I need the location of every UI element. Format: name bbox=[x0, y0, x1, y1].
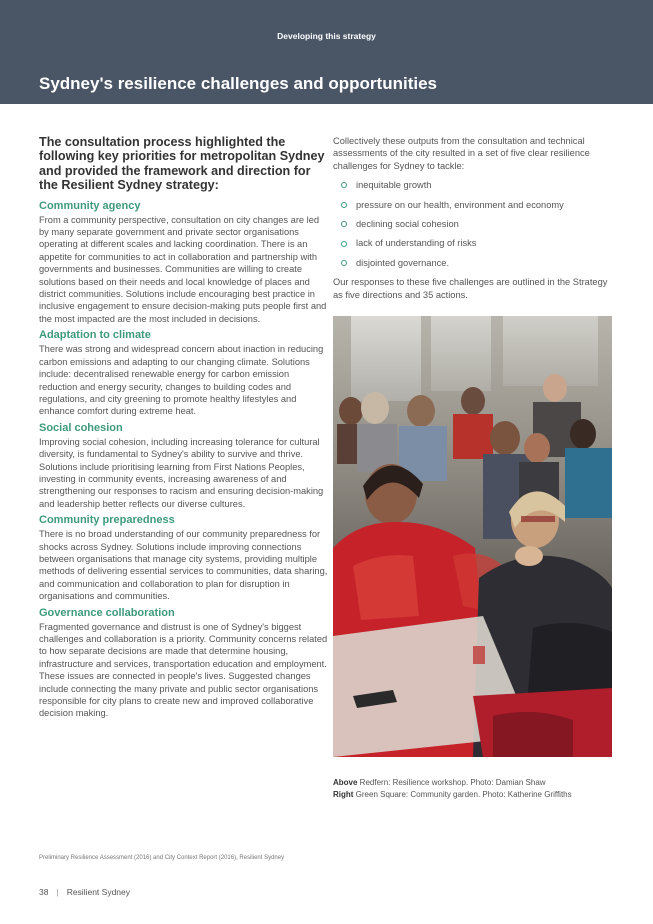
left-column bbox=[39, 135, 329, 723]
workshop-photo-illustration bbox=[333, 316, 612, 757]
challenge-text: lack of understanding of risks bbox=[356, 238, 477, 249]
section-heading-social-cohesion: Social cohesion bbox=[39, 421, 123, 434]
page-title: Sydney's resilience challenges and opportunities bbox=[39, 74, 437, 93]
challenge-text: disjointed governance. bbox=[356, 257, 450, 268]
caption-right-text: Green Square: Community garden. Photo: Katherine Griffiths bbox=[353, 790, 572, 799]
bullet-icon bbox=[341, 241, 347, 247]
list-item bbox=[341, 257, 615, 269]
photo-caption bbox=[333, 777, 615, 801]
challenge-text: inequitable growth bbox=[356, 180, 432, 191]
bullet-icon bbox=[341, 182, 347, 188]
intro-paragraph: The consultation process highlighted the following key priorities for metropolitan Sydney and provided the framework and direction for the Resilient Sydney strategy: bbox=[39, 135, 325, 193]
list-item bbox=[341, 218, 615, 230]
section-heading-community-preparedness: Community preparedness bbox=[39, 514, 175, 527]
section-kicker: Developing this strategy bbox=[277, 31, 376, 41]
section-heading-governance-collaboration: Governance collaboration bbox=[39, 606, 175, 619]
section-text-community-agency: From a community perspective, consultation on city changes are led by many separate government and private sector organisations operating at different scales and lacking coordination. There is an appetite for communities to act in collaboration and partnership with governments and businesses. Communities are willing to create solutions based on their needs and local knowledge of places and district communities. Solutions include encouraging best practice in inclusive engagement to ensure decision-making puts people first and the most impacted are the most included in decisions. bbox=[39, 214, 327, 324]
challenge-text: declining social cohesion bbox=[356, 219, 459, 230]
list-item bbox=[341, 179, 615, 191]
caption-above bbox=[333, 777, 615, 789]
page-header bbox=[0, 0, 653, 104]
caption-right bbox=[333, 789, 615, 801]
challenge-text: pressure on our health, environment and economy bbox=[356, 199, 564, 210]
section-heading-adaptation-to-climate: Adaptation to climate bbox=[39, 329, 151, 342]
bullet-icon bbox=[341, 260, 347, 266]
publication-name: Resilient Sydney bbox=[66, 887, 130, 897]
list-item bbox=[341, 199, 615, 211]
bullet-icon bbox=[341, 202, 347, 208]
page-footer bbox=[39, 887, 130, 897]
section-text-community-preparedness: There is no broad understanding of our community preparedness for shocks across Sydney. Solutions include improving connections between organisations that manage city systems, providing multiple methods of delivering essential services to communities, data sharing, and communication and collaboration to plan for disruption in organisations and communities. bbox=[39, 529, 328, 602]
caption-right-label: Right bbox=[333, 790, 354, 799]
bullet-icon bbox=[341, 221, 347, 227]
challenges-closing: Our responses to these five challenges are outlined in the Strategy as five directions and 35 actions. bbox=[333, 277, 608, 300]
caption-above-text: Redfern: Resilience workshop. Photo: Damian Shaw bbox=[357, 778, 546, 787]
right-column bbox=[333, 135, 615, 301]
workshop-photo bbox=[333, 316, 612, 757]
section-text-governance-collaboration: Fragmented governance and distrust is one of Sydney's biggest challenges and collaboration is a priority. Community concerns related to how separate decisions are made that determine housing, infrastructure and services, transportation education and employment. These issues are connected in people's lives. Suggested changes include connecting the many private and public sector organisations responsible for city plans to create new and improved collaborative decision making. bbox=[39, 621, 328, 719]
caption-above-label: Above bbox=[333, 778, 358, 787]
section-heading-community-agency: Community agency bbox=[39, 199, 141, 212]
section-text-social-cohesion: Improving social cohesion, including increasing tolerance for cultural diversity, is fundamental to Sydney's ability to survive and thrive. Solutions include prioritising learning from First Nations Peoples, investing in community events, increasing awareness of and strengthening our responses to racism and ensuring decision-making and leadership better reflects our diverse cultures. bbox=[39, 436, 324, 509]
challenges-lead: Collectively these outputs from the consultation and technical assessments of the city resulted in a set of five clear resilience challenges for Sydney to tackle: bbox=[333, 136, 590, 171]
challenges-list bbox=[341, 179, 615, 269]
list-item bbox=[341, 237, 615, 249]
footer-separator: | bbox=[56, 887, 59, 897]
footnote: Preliminary Resilience Assessment (2016) and City Context Report (2016), Resilient Sydney bbox=[39, 855, 285, 861]
section-text-adaptation-to-climate: There was strong and widespread concern about inaction in reducing carbon emissions and adapting to our changing climate. Solutions include: decentralised renewable energy for carbon emission reduction and energy security, changes to building codes and regulations, and city greening to promote healthy lifestyles and enhance comfort during extreme heat. bbox=[39, 344, 324, 417]
page-number: 38 bbox=[39, 887, 49, 897]
